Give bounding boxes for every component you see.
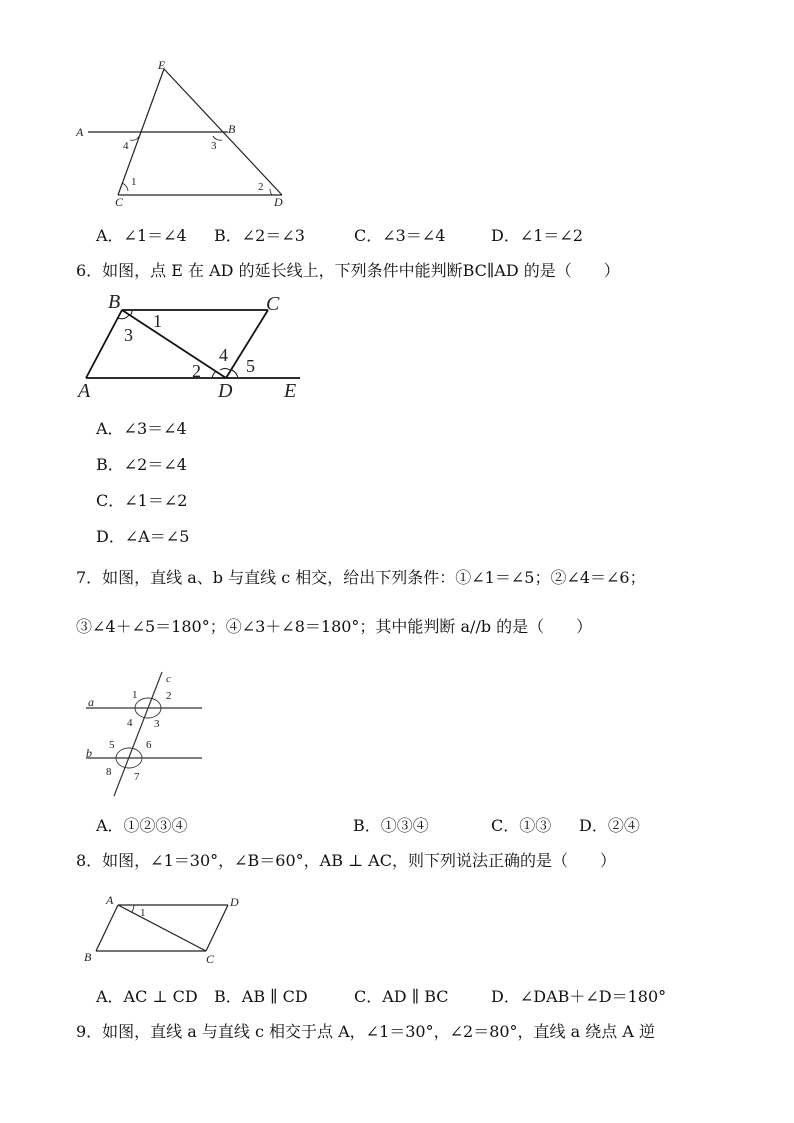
label-D: D: [274, 195, 283, 209]
q7-option-c[interactable]: C．①③: [491, 816, 552, 835]
label-angle-3: 3: [154, 718, 160, 730]
label-angle-4: 4: [219, 345, 228, 365]
label-c: c: [166, 673, 171, 685]
label-angle-2: 2: [258, 181, 264, 193]
label-angle-4: 4: [123, 140, 129, 152]
angle-5-arc: [232, 370, 238, 378]
line-BD: [122, 310, 226, 378]
label-angle-5: 5: [109, 739, 115, 751]
q7-option-b[interactable]: B．①③④: [353, 816, 429, 835]
q6-figure: [76, 290, 316, 405]
q7-stem-line-1: 7．如图，直线 a、b 与直线 c 相交，给出下列条件：①∠1＝∠5；②∠4＝∠6；: [76, 568, 646, 587]
angle-2-arc: [270, 189, 272, 195]
q9-stem: 9．如图，直线 a 与直线 c 相交于点 A，∠1＝30°，∠2＝80°，直线 a 绕点 A 逆: [76, 1022, 655, 1041]
q6-option-a[interactable]: A．∠3＝∠4: [96, 419, 187, 438]
label-B: B: [108, 291, 121, 313]
q8-option-a[interactable]: A．AC ⊥ CD: [96, 987, 198, 1006]
label-A: A: [106, 893, 114, 907]
q5-figure: [70, 55, 300, 215]
label-angle-1: 1: [131, 176, 137, 188]
angle-4-arc: [220, 369, 230, 370]
label-angle-2: 2: [192, 361, 201, 381]
q6-option-d[interactable]: D．∠A＝∠5: [96, 527, 190, 546]
q8-figure: [80, 889, 250, 967]
line-AC: [118, 905, 206, 951]
angle-1-arc: [122, 183, 128, 191]
label-angle-8: 8: [106, 766, 112, 778]
q8-option-c[interactable]: C．AD ∥ BC: [354, 987, 449, 1006]
q8-option-b[interactable]: B．AB ∥ CD: [214, 987, 308, 1006]
label-angle-5: 5: [246, 356, 255, 376]
label-C: C: [115, 195, 124, 209]
q5-option-a[interactable]: A．∠1＝∠4: [96, 226, 187, 245]
q8-stem: 8．如图，∠1＝30°，∠B＝60°，AB ⊥ AC，则下列说法正确的是（ ）: [76, 851, 616, 870]
label-a: a: [88, 695, 94, 709]
label-A: A: [78, 380, 91, 402]
line-BA: [86, 310, 122, 378]
angle-1-arc: [132, 905, 134, 912]
q7-option-a[interactable]: A．①②③④: [96, 816, 188, 835]
q5-option-c[interactable]: C．∠3＝∠4: [354, 226, 446, 245]
label-E: E: [284, 380, 297, 402]
label-angle-3: 3: [124, 325, 133, 345]
label-B: B: [84, 950, 92, 964]
q8-option-d[interactable]: D．∠DAB＋∠D＝180°: [491, 987, 667, 1006]
label-angle-4: 4: [127, 717, 133, 729]
q7-stem-line-2: ③∠4＋∠5＝180°；④∠3＋∠8＝180°；其中能判断 a//b 的是（ ）: [76, 617, 593, 636]
q7-figure: [80, 668, 210, 800]
q5-option-d[interactable]: D．∠1＝∠2: [491, 226, 584, 245]
line-DC: [206, 905, 228, 951]
label-angle-1: 1: [140, 907, 146, 919]
q7-option-d[interactable]: D．②④: [579, 816, 640, 835]
label-C: C: [266, 293, 280, 315]
label-A: A: [76, 125, 84, 139]
q6-option-c[interactable]: C．∠1＝∠2: [96, 491, 188, 510]
label-angle-1: 1: [153, 311, 162, 331]
q6-stem: 6．如图，点 E 在 AD 的延长线上，下列条件中能判断BC∥AD 的是（ ）: [76, 261, 620, 280]
label-D: D: [218, 380, 233, 402]
label-angle-2: 2: [166, 690, 172, 702]
label-b: b: [86, 746, 92, 760]
label-E: E: [158, 58, 166, 72]
label-angle-7: 7: [134, 771, 140, 783]
label-angle-1: 1: [132, 689, 138, 701]
angle-2-arc: [212, 371, 216, 378]
line-AB: [96, 905, 118, 951]
label-angle-3: 3: [211, 140, 217, 152]
label-angle-6: 6: [146, 739, 152, 751]
label-C: C: [206, 952, 215, 966]
q6-option-b[interactable]: B．∠2＝∠4: [96, 455, 187, 474]
label-D: D: [230, 895, 239, 909]
q5-option-b[interactable]: B．∠2＝∠3: [214, 226, 305, 245]
label-B: B: [228, 122, 236, 136]
